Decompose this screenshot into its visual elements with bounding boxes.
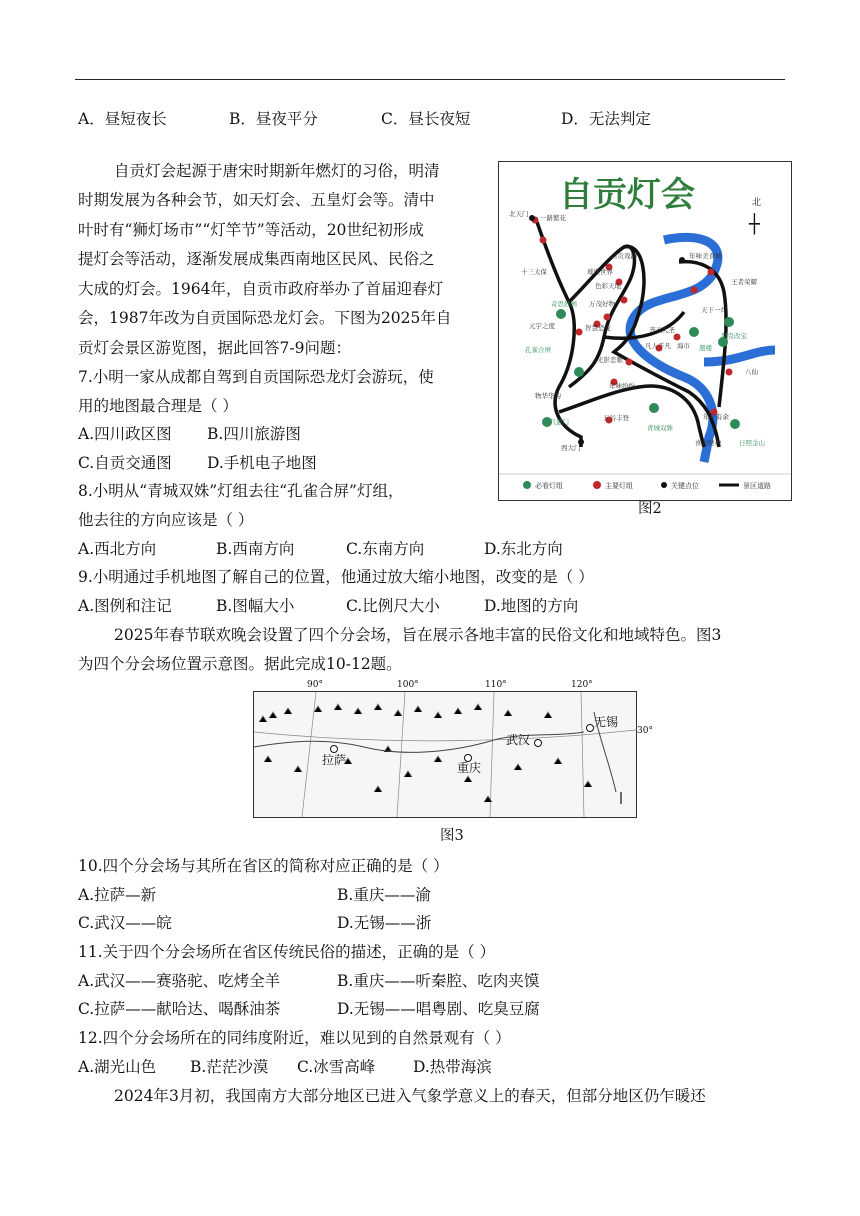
svg-text:齐天大圣: 齐天大圣: [649, 326, 675, 334]
q11-option-a: A.武汉——赛骆驼、吃烤全羊: [78, 972, 281, 990]
svg-text:元宇之度: 元宇之度: [529, 322, 555, 330]
svg-text:日照金山: 日照金山: [739, 439, 765, 447]
svg-text:海市: 海市: [677, 342, 690, 350]
figure-3-venue-map: [253, 691, 637, 818]
lon-100: 100°: [397, 680, 419, 690]
svg-text:奇思妙画: 奇思妙画: [551, 300, 577, 308]
option-b: B．昼夜平分: [229, 110, 318, 128]
intro-line-2: 时期发展为各种会节，如天灯会、五皇灯会等。清中: [78, 191, 435, 209]
svg-text:璀璨世界: 璀璨世界: [587, 268, 613, 276]
svg-text:关键点位: 关键点位: [671, 482, 699, 490]
svg-text:八仙: 八仙: [745, 368, 758, 376]
q8-option-a: A.西北方向: [78, 540, 157, 558]
q10-option-a: A.拉萨—新: [78, 886, 157, 904]
svg-text:孔雀合屏: 孔雀合屏: [525, 346, 551, 354]
q7-option-b: B.四川旅游图: [207, 425, 301, 443]
city-wuxi: 无锡: [594, 715, 619, 729]
q11-stem: 11.关于四个分会场所在省区传统民俗的描述，正确的是（ ）: [78, 943, 496, 961]
q10-option-c: C.武汉——皖: [78, 914, 172, 932]
svg-text:光影恋歌: 光影恋歌: [597, 356, 623, 364]
svg-text:喜迎财神: 喜迎财神: [695, 439, 721, 447]
q8-option-d: D.东北方向: [484, 540, 563, 558]
option-a: A．昼短夜长: [78, 110, 167, 128]
q12-option-c: C.冰雪高峰: [297, 1058, 376, 1076]
north-label: 北: [752, 198, 762, 208]
svg-text:年年有余: 年年有余: [703, 413, 729, 421]
para2-line-1: 2025年春节联欢晚会设置了四个分会场，旨在展示各地丰富的民俗文化和地域特色。图3: [114, 626, 722, 644]
q8-option-c: C.东南方向: [346, 540, 425, 558]
svg-text:色彩天地: 色彩天地: [595, 282, 621, 290]
svg-text:物华华韵: 物华华韵: [535, 392, 561, 400]
figure-2-lantern-map: [498, 161, 792, 501]
svg-text:王者荣耀: 王者荣耀: [731, 278, 757, 286]
q12-option-d: D.热带海滨: [413, 1058, 492, 1076]
q9-option-a: A.图例和注记: [78, 597, 172, 615]
q9-option-d: D.地图的方向: [484, 597, 579, 615]
map-title: 自贡灯会: [559, 175, 695, 215]
q8-option-b: B.西南方向: [216, 540, 295, 558]
north-arrow-icon: ┼: [749, 214, 760, 235]
intro-line-7: 贡灯会景区游览图，据此回答7-9问题：: [78, 339, 351, 357]
q7-stem-2: 用的地图最合理是（ ）: [78, 397, 238, 415]
option-c: C．昼长夜短: [381, 110, 471, 128]
lon-120: 120°: [571, 680, 593, 690]
q7-option-d: D.手机电子地图: [207, 454, 317, 472]
q8-stem-2: 他去往的方向应该是（ ）: [78, 511, 254, 529]
svg-text:五谷丰登: 五谷丰登: [603, 414, 629, 422]
q12-stem: 12.四个分会场所在的同纬度附近，难以见到的自然景观有（ ）: [78, 1029, 511, 1047]
city-chongqing: 重庆: [457, 761, 482, 775]
q11-option-b: B.重庆——听秦腔、吃肉夹馍: [337, 972, 540, 990]
svg-text:朋克改宝: 朋克改宝: [721, 332, 747, 340]
svg-text:自贡戏韵: 自贡戏韵: [611, 252, 637, 260]
lat-30: 30°: [637, 726, 653, 736]
figure-2-caption: 图2: [638, 501, 662, 517]
header-rule: [75, 79, 785, 80]
svg-text:凡人不凡: 凡人不凡: [645, 342, 671, 350]
city-lhasa: 拉萨: [322, 753, 347, 767]
intro-line-3: 叶时有“狮灯场市”“灯竿节”等活动，20世纪初形成: [78, 221, 424, 239]
svg-text:年味纷纷: 年味纷纷: [609, 382, 635, 390]
q11-option-d: D.无锡——唱粤剧、吃臭豆腐: [337, 1000, 540, 1018]
q10-option-b: B.重庆——渝: [337, 886, 431, 904]
q9-option-c: C.比例尺大小: [346, 597, 440, 615]
svg-text:青城双姝: 青城双姝: [647, 424, 673, 432]
lon-110: 110°: [485, 680, 507, 690]
svg-text:年味美食城: 年味美食城: [689, 252, 722, 260]
svg-text:一路繁花: 一路繁花: [540, 214, 566, 222]
intro-line-5: 大成的灯会。1964年，自贡市政府举办了首届迎春灯: [78, 280, 443, 298]
svg-text:万茂好物: 万茂好物: [589, 300, 615, 308]
q9-stem: 9.小明通过手机地图了解自己的位置，他通过放大缩小地图，改变的是（ ）: [78, 568, 594, 586]
q7-option-c: C.自贡交通图: [78, 454, 172, 472]
svg-text:智慧恐龙: 智慧恐龙: [585, 324, 611, 332]
svg-text:北天门: 北天门: [509, 210, 529, 218]
svg-text:景区道路: 景区道路: [743, 482, 771, 490]
q10-option-d: D.无锡——浙: [337, 914, 432, 932]
q8-stem-1: 8.小明从“青城双姝”灯组去往“孔雀合屏”灯组，: [78, 482, 404, 500]
svg-text:天下一灯: 天下一灯: [701, 306, 727, 314]
q10-stem: 10.四个分会场与其所在省区的简称对应正确的是（ ）: [78, 857, 449, 875]
svg-text:必看灯组: 必看灯组: [535, 482, 563, 490]
q12-option-b: B.茫茫沙漠: [190, 1058, 269, 1076]
lon-90: 90°: [307, 680, 323, 690]
city-wuhan: 武汉: [506, 733, 531, 747]
q7-option-a: A.四川政区图: [78, 425, 172, 443]
svg-text:西大门: 西大门: [561, 444, 581, 452]
intro-line-4: 提灯会等活动，逐渐发展成集西南地区民风、民俗之: [78, 250, 435, 268]
svg-text:主要灯组: 主要灯组: [605, 482, 633, 490]
intro-line-6: 会，1987年改为自贡国际恐龙灯会。下图为2025年自: [78, 309, 452, 327]
figure-3-caption: 图3: [440, 828, 464, 844]
para2-line-2: 为四个分会场位置示意图。据此完成10-12题。: [78, 655, 402, 673]
q11-option-c: C.拉萨——献哈达、喝酥油茶: [78, 1000, 281, 1018]
closing-paragraph-line: 2024年3月初，我国南方大部分地区已进入气象学意义上的春天，但部分地区仍乍暖还: [114, 1087, 706, 1105]
q7-stem-1: 7.小明一家从成都自驾到自贡国际恐龙灯会游玩，使: [78, 368, 434, 386]
svg-text:蜃楼: 蜃楼: [699, 344, 712, 352]
svg-text:十三太保: 十三太保: [521, 268, 547, 276]
option-d: D．无法判定: [561, 110, 651, 128]
svg-text:喜气盈门: 喜气盈门: [543, 418, 569, 426]
intro-line-1: 自贡灯会起源于唐宋时期新年燃灯的习俗，明清: [114, 162, 440, 180]
q12-option-a: A.湖光山色: [78, 1058, 157, 1076]
q9-option-b: B.图幅大小: [216, 597, 295, 615]
